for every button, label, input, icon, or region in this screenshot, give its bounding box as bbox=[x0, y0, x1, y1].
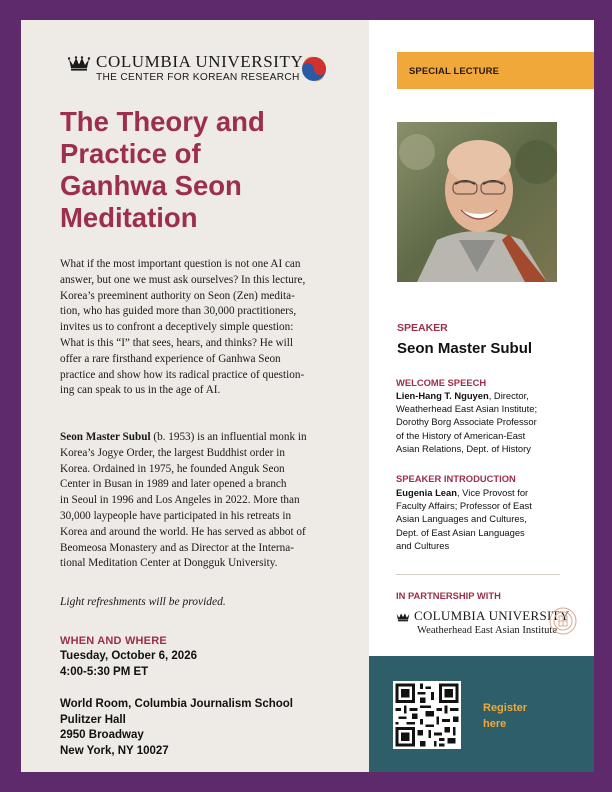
text-line bbox=[60, 430, 338, 446]
weai-seal-icon bbox=[548, 604, 578, 638]
title-line: Meditation bbox=[60, 202, 198, 233]
text-fragment: (b. 1953) is an influential monk in bbox=[150, 431, 307, 443]
frame-right-border bbox=[594, 20, 612, 772]
speaker-label: SPEAKER bbox=[397, 322, 448, 334]
welcome-speaker-name: Lien-Hang T. Nguyen bbox=[396, 390, 489, 401]
welcome-speaker bbox=[396, 389, 576, 455]
columbia-crown-icon bbox=[396, 611, 410, 622]
register-link[interactable] bbox=[483, 700, 527, 732]
text-line bbox=[396, 389, 576, 402]
title-line: Practice of bbox=[60, 138, 201, 169]
text-line: and Cultures bbox=[396, 539, 450, 551]
event-date: Tuesday, October 6, 2026 bbox=[60, 650, 197, 662]
center-name: THE CENTER FOR KOREAN RESEARCH bbox=[96, 72, 300, 83]
speaker-bio bbox=[60, 430, 338, 572]
venue-line: New York, NY 10027 bbox=[60, 744, 169, 757]
text-line: Beomeosa Monastery and as Director at the Interna- bbox=[60, 541, 294, 554]
text-line: Dorothy Borg Associate Professor bbox=[396, 416, 537, 428]
bio-speaker-name: Seon Master Subul bbox=[60, 431, 151, 443]
registration-qr-code[interactable] bbox=[393, 681, 461, 749]
partner-institute: Weatherhead East Asian Institute bbox=[417, 625, 558, 636]
text-line: Korea’s Jogye Order, the largest Buddhist order in bbox=[60, 446, 285, 459]
intro-speaker-name: Eugenia Lean bbox=[396, 487, 457, 498]
speaker-introduction-label: SPEAKER INTRODUCTION bbox=[396, 473, 516, 484]
text-line: Center in Busan in 1989 and later opened a branch bbox=[60, 478, 287, 491]
text-line bbox=[396, 486, 576, 499]
venue-line: 2950 Broadway bbox=[60, 729, 144, 741]
text-fragment: , Vice Provost for bbox=[456, 487, 529, 498]
refreshments-note: Light refreshments will be provided. bbox=[60, 596, 226, 608]
event-time: 4:00-5:30 PM ET bbox=[60, 666, 149, 678]
register-text[interactable]: here bbox=[483, 718, 507, 730]
event-title bbox=[60, 106, 360, 234]
text-line: tion, who has guided more than 30,000 practitioners, bbox=[60, 305, 297, 318]
text-line: Korea. Ordained in 1975, he founded Anguk Seon bbox=[60, 462, 285, 475]
text-line: Korea’s preeminent authority on Seon (Zen) medita- bbox=[60, 289, 295, 302]
taegeuk-emblem-icon bbox=[301, 56, 327, 82]
lecture-description bbox=[60, 257, 338, 399]
venue-line: World Room, Columbia Journalism School bbox=[60, 698, 293, 710]
columbia-crown-icon bbox=[68, 55, 90, 71]
section-divider bbox=[396, 574, 560, 575]
text-line: 30,000 laypeople have participated in his retreats in bbox=[60, 509, 292, 522]
text-line: of the History of American-East bbox=[396, 429, 526, 441]
text-line: Faculty Affairs; Professor of East bbox=[396, 500, 532, 512]
frame-top-border bbox=[0, 0, 612, 20]
text-fragment: , Director, bbox=[488, 390, 529, 401]
partner-university: COLUMBIA UNIVERSITY bbox=[414, 608, 570, 623]
text-line: Asian Languages and Cultures, bbox=[396, 513, 527, 525]
text-line: practice and show how its radical practice of question- bbox=[60, 368, 305, 381]
text-line: tional Meditation Center at Dongguk University. bbox=[60, 557, 278, 570]
introduction-speaker bbox=[396, 486, 576, 552]
title-line: The Theory and bbox=[60, 106, 265, 137]
text-line: in Seoul in 1996 and Los Angeles in 2022. More than bbox=[60, 494, 300, 507]
venue-line: Pulitzer Hall bbox=[60, 713, 126, 726]
text-line: invites us to confront a deceptively simple question: bbox=[60, 321, 294, 334]
title-line: Ganhwa Seon bbox=[60, 170, 242, 201]
text-line: Dept. of East Asian Languages bbox=[396, 526, 525, 538]
text-line: What if the most important question is not one AI can bbox=[60, 258, 301, 270]
text-line: ing can speak to us in the age of AI. bbox=[60, 384, 221, 397]
special-lecture-label: SPECIAL LECTURE bbox=[409, 66, 500, 77]
event-venue bbox=[60, 697, 293, 759]
frame-bottom-border bbox=[0, 772, 612, 792]
text-line: answer, but one we must ask ourselves? In this lecture, bbox=[60, 273, 306, 286]
text-line: Asian Relations, Dept. of History bbox=[396, 442, 531, 454]
welcome-speech-label: WELCOME SPEECH bbox=[396, 377, 487, 388]
text-line: Korea and around the world. He has served as abbot of bbox=[60, 525, 306, 538]
when-where-label: WHEN AND WHERE bbox=[60, 635, 167, 647]
speaker-photo bbox=[397, 122, 557, 282]
text-line: offer a rare firsthand experience of Ganhwa Seon bbox=[60, 352, 281, 365]
register-text[interactable]: Register bbox=[483, 702, 528, 714]
partnership-label: IN PARTNERSHIP WITH bbox=[396, 590, 501, 601]
text-line: Weatherhead East Asian Institute; bbox=[396, 403, 538, 415]
text-line: What is this “I” that sees, hears, and thinks? He will bbox=[60, 336, 294, 349]
speaker-name: Seon Master Subul bbox=[397, 340, 533, 357]
university-name: COLUMBIA UNIVERSITY bbox=[96, 52, 304, 71]
